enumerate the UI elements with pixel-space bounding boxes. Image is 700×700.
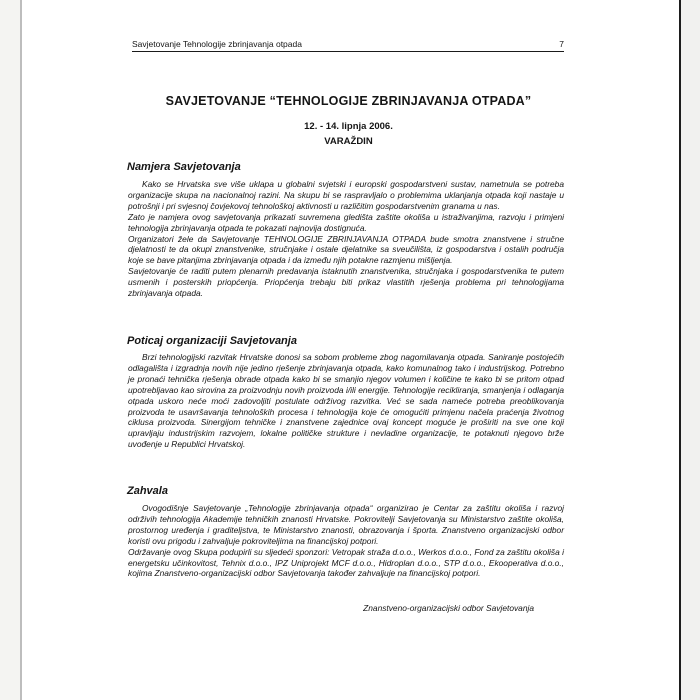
event-dates: 12. - 14. lipnja 2006.	[304, 121, 393, 132]
paragraph: Brzi tehnologijski razvitak Hrvatske donosi sa sobom probleme zbog nagomilavanja otpada. Saniranje postojećih odlagališta i izgradnja novih nije jedino rješenje zbrinjavanja otpada, kako komunalnog tako i industrijskog. Potrebno je pronaći tehnička rješenja obrade otpada kako bi se smanjio njegov volumen i količine te kako bi se pritom otpad upotrebljavao kao sirovina za proizvodnju novih proizvoda i/ili energije. Tehnologije recikliranja, smanjenja i odlaganja otpada uskoro neće moći zadovoljiti postulate održivog razvitka. Već se sada nameće potreba preoblikovanja proizvoda te usavršavanja tehnoloških procesa i tehnologija koje će omogućiti primjenu načela praćenja životnog ciklusa proizvoda. Sinergijom tehničke i znanstvene zajednice ovaj koncept moguće je proširiti na sve one koji upravljaju industrijskim razvojem, lokalne političke strukture i nevladine organizacije, te potaknuti njegovo brže uvođenje u Republici Hrvatskoj.	[128, 352, 564, 450]
paragraph: Kako se Hrvatska sve više uklapa u globalni svjetski i europski gospodarstveni sustav, nametnula se potreba organizacije skupa na nacionalnoj razini. Na skupu bi se raspravljalo o problemima uklanjanja otpada koji nastaje u potrošnji i pri svjesnoj čovjekovoj tehnološkoj aktivnosti u različitim gospodarstvenim granama u nas.	[128, 179, 564, 211]
document-title: SAVJETOVANJE “TEHNOLOGIJE ZBRINJAVANJA OTPADA”	[165, 94, 532, 108]
paragraph: Održavanje ovog Skupa podupirli su sljedeći sponzori: Vetropak straža d.o.o., Werkos d.o.o., Fond za zaštitu okoliša i energetsku učinkovitost, Tehnix d.o.o., IPZ Uniprojekt MCF d.o.o., Hidroplan d.o.o., STP d.o.o., Ekooperativa d.o.o., kojima Znanstveno-organizacijski odbor Savjetovanja također zahvaljuje na financijskoj potpori.	[128, 546, 564, 579]
running-header-title: Savjetovanje Tehnologije zbrinjavanja otpada	[132, 39, 302, 49]
running-header	[132, 39, 564, 52]
page-number: 7	[559, 39, 564, 49]
document-page	[22, 0, 679, 700]
body-namjera	[128, 179, 564, 299]
heading-zahvala: Zahvala	[127, 485, 168, 497]
scan-left-margin	[0, 0, 20, 700]
signature: Znanstveno-organizacijski odbor Savjetovanja	[363, 603, 534, 613]
event-place: VARAŽDIN	[324, 136, 373, 147]
body-poticaj	[128, 352, 564, 450]
paragraph: Ovogodišnje Savjetovanje „Tehnologije zbrinjavanja otpada“ organizirao je Centar za zaštitu okoliša i razvoj održivih tehnologija Akademije tehničkih znanosti Hrvatske. Pokrovitelji Savjetovanja su Ministarstvo zaštite okoliša, prostornog uređenja i graditeljstva, te Ministarstvo znanosti, obrazovanja i športa. Znanstveno organizacijski odbor koristi ovu prigodu i zahvaljuje pokroviteljima na financijskoj potpori.	[128, 503, 564, 546]
paragraph: Savjetovanje će raditi putem plenarnih predavanja istaknutih znanstvenika, stručnjaka i gospodarstvenika te putem usmenih i posterskih priopćenja. Priopćenja trebaju biti prikaz vlastitih rješenja problema pri tehnologijama zbrinjavanja otpada.	[128, 266, 564, 299]
heading-poticaj: Poticaj organizaciji Savjetovanja	[127, 335, 297, 347]
body-zahvala	[128, 503, 564, 579]
heading-namjera: Namjera Savjetovanja	[127, 161, 241, 173]
paragraph: Zato je namjera ovog savjetovanja prikazati suvremena gledišta zaštite okoliša u istraživanjima, razvoju i primjeni tehnologija zbrinjavanja otpada te pokazati najnovija dostignuća.	[128, 211, 564, 233]
scan-right-edge	[679, 0, 681, 700]
paragraph: Organizatori žele da Savjetovanje TEHNOLOGIJE ZBRINJAVANJA OTPADA bude smotra znanstvene i stručne djelatnosti te da okupi znanstvenike, stručnjake i ostale djelatnike sa sveučilišta, iz gospodarstva i ostalih područja koje se bave pitanjima zbrinjavanja otpada i da između njih potakne razmjenu mišljenja.	[128, 233, 564, 266]
scan-right-margin	[679, 0, 700, 700]
